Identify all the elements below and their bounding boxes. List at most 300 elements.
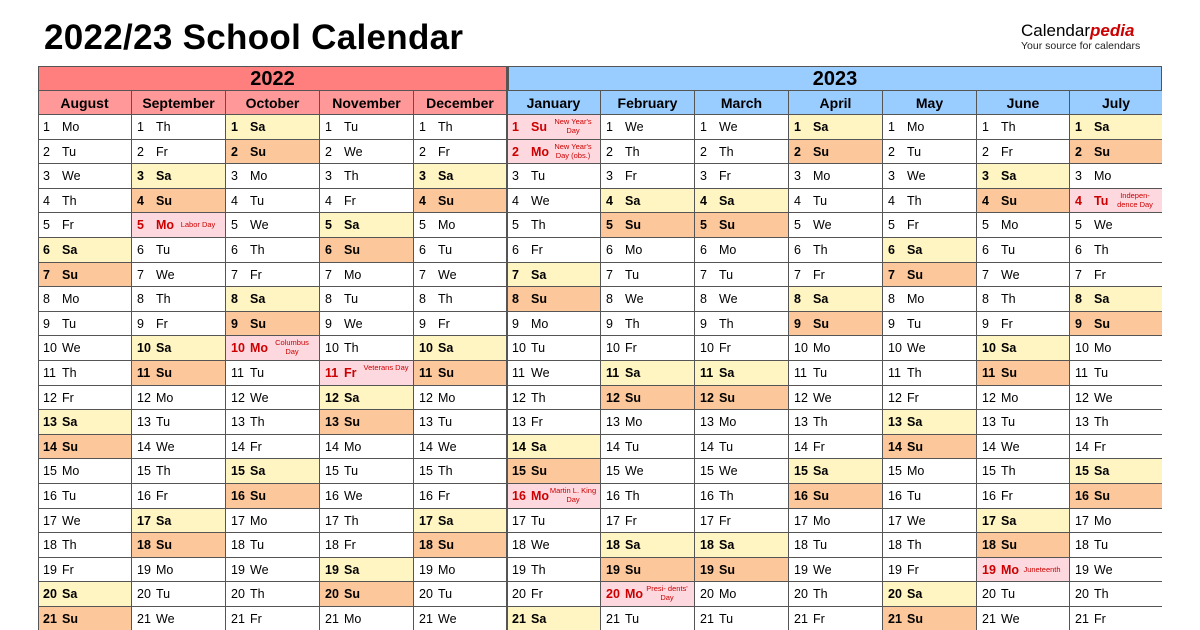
weekday-label: Sa	[156, 513, 172, 528]
weekday-label: Th	[344, 169, 359, 184]
weekday-label: Th	[156, 120, 171, 134]
weekday-label: Sa	[813, 464, 829, 479]
day-number: 6	[325, 242, 332, 257]
weekday-label: We	[719, 120, 738, 134]
day-number: 6	[43, 242, 50, 257]
day-cell	[320, 558, 414, 583]
day-number: 17	[982, 513, 996, 528]
weekday-label: Tu	[719, 611, 734, 626]
day-number: 8	[137, 292, 144, 307]
day-number: 9	[794, 316, 801, 331]
weekday-label: Sa	[344, 218, 360, 233]
day-number: 21	[325, 611, 339, 626]
day-cell	[977, 509, 1070, 534]
day-number: 15	[325, 464, 339, 479]
month-header: April	[789, 91, 883, 115]
day-cell	[1070, 582, 1162, 607]
weekday-label: Tu	[719, 439, 734, 454]
day-number: 7	[606, 267, 613, 282]
day-number: 13	[982, 415, 996, 430]
day-number: 11	[137, 365, 151, 380]
day-number: 18	[43, 538, 57, 553]
day-number: 5	[794, 218, 801, 233]
day-cell	[132, 410, 226, 435]
day-number: 14	[982, 439, 996, 454]
weekday-label: Su	[531, 464, 547, 479]
day-number: 15	[982, 464, 996, 479]
day-number: 7	[794, 267, 801, 282]
day-number: 11	[325, 365, 339, 380]
day-number: 12	[982, 390, 996, 405]
day-number: 3	[982, 169, 989, 184]
weekday-label: Sa	[625, 365, 641, 380]
weekday-label: Fr	[62, 562, 74, 577]
day-number: 16	[1075, 488, 1089, 503]
day-cell	[789, 582, 883, 607]
day-number: 8	[700, 292, 707, 307]
weekday-label: Fr	[813, 267, 825, 282]
day-cell	[38, 435, 132, 460]
weekday-label: Th	[344, 513, 359, 528]
holiday-label: Martin L. King Day	[549, 485, 597, 504]
day-cell	[695, 410, 789, 435]
day-number: 14	[43, 439, 57, 454]
weekday-label: Sa	[531, 439, 547, 454]
day-cell	[226, 558, 320, 583]
day-cell	[977, 263, 1070, 288]
weekday-label: Tu	[438, 242, 453, 257]
weekday-label: Su	[344, 415, 360, 430]
day-number: 13	[700, 415, 714, 430]
calendarpedia-logo[interactable]	[1021, 22, 1161, 52]
weekday-label: Tu	[62, 316, 77, 331]
day-cell	[414, 336, 507, 361]
weekday-label: Th	[250, 415, 265, 430]
weekday-label: Fr	[625, 169, 637, 184]
day-number: 12	[231, 390, 245, 405]
day-number: 4	[325, 193, 332, 208]
day-cell	[226, 607, 320, 630]
day-number: 18	[325, 538, 339, 553]
weekday-label: Mo	[1094, 513, 1112, 528]
day-number: 10	[606, 341, 620, 356]
weekday-label: Mo	[625, 587, 644, 602]
day-number: 4	[419, 193, 426, 208]
weekday-label: Sa	[1001, 169, 1017, 184]
day-cell	[226, 386, 320, 411]
weekday-label: Sa	[156, 341, 172, 356]
day-number: 16	[512, 488, 526, 503]
day-number: 1	[137, 120, 144, 134]
day-number: 13	[419, 415, 433, 430]
day-number: 18	[512, 538, 526, 553]
weekday-label: Tu	[907, 144, 922, 159]
day-cell	[414, 607, 507, 630]
day-cell	[695, 582, 789, 607]
weekday-label: Mo	[1001, 562, 1020, 577]
day-number: 21	[700, 611, 714, 626]
weekday-label: Mo	[719, 587, 737, 602]
weekday-label: Su	[250, 316, 266, 331]
day-cell	[1070, 459, 1162, 484]
day-cell	[1070, 336, 1162, 361]
day-cell	[226, 484, 320, 509]
day-number: 15	[231, 464, 245, 479]
day-number: 3	[512, 169, 519, 184]
day-number: 12	[137, 390, 151, 405]
day-number: 6	[794, 242, 801, 257]
day-number: 8	[888, 292, 895, 307]
day-number: 5	[512, 218, 519, 233]
weekday-label: Tu	[1001, 415, 1016, 430]
weekday-label: We	[813, 218, 832, 233]
weekday-label: Sa	[531, 611, 547, 626]
weekday-label: Su	[156, 538, 172, 553]
weekday-label: Th	[1094, 242, 1109, 257]
weekday-label: Sa	[813, 120, 829, 134]
day-cell	[38, 410, 132, 435]
day-cell	[695, 189, 789, 214]
holiday-day-cell	[507, 140, 601, 165]
day-number: 4	[512, 193, 519, 208]
weekday-label: Mo	[531, 488, 550, 503]
day-number: 6	[888, 242, 895, 257]
day-number: 20	[606, 587, 620, 602]
day-number: 21	[606, 611, 620, 626]
day-number: 18	[982, 538, 996, 553]
weekday-label: Su	[719, 562, 735, 577]
day-cell	[320, 263, 414, 288]
weekday-label: Su	[344, 587, 360, 602]
weekday-label: Th	[250, 587, 265, 602]
day-number: 19	[794, 562, 808, 577]
day-cell	[38, 509, 132, 534]
weekday-label: Su	[813, 316, 829, 331]
day-number: 8	[231, 292, 238, 307]
weekday-label: Th	[719, 316, 734, 331]
weekday-label: Fr	[813, 611, 825, 626]
weekday-label: Fr	[625, 341, 637, 356]
day-cell	[1070, 213, 1162, 238]
weekday-label: Sa	[1094, 292, 1110, 307]
day-cell	[695, 533, 789, 558]
day-number: 1	[43, 120, 50, 134]
day-cell	[132, 533, 226, 558]
day-number: 13	[325, 415, 339, 430]
weekday-label: Tu	[625, 267, 640, 282]
weekday-label: Tu	[1094, 538, 1109, 553]
weekday-label: We	[62, 341, 81, 356]
day-number: 12	[512, 390, 526, 405]
day-cell	[226, 263, 320, 288]
day-cell	[601, 312, 695, 337]
weekday-label: Sa	[907, 242, 923, 257]
day-number: 11	[794, 365, 807, 380]
day-cell	[507, 607, 601, 630]
weekday-label: Mo	[813, 513, 831, 528]
day-number: 17	[700, 513, 714, 528]
day-cell	[38, 287, 132, 312]
day-cell	[38, 533, 132, 558]
day-number: 1	[982, 120, 989, 134]
day-cell	[132, 312, 226, 337]
day-cell	[977, 189, 1070, 214]
weekday-label: We	[907, 341, 926, 356]
day-cell	[601, 115, 695, 140]
day-number: 8	[512, 292, 519, 307]
day-cell	[132, 582, 226, 607]
day-number: 19	[512, 562, 526, 577]
day-cell	[695, 459, 789, 484]
day-cell	[1070, 435, 1162, 460]
weekday-label: Sa	[250, 292, 266, 307]
day-cell	[38, 312, 132, 337]
calendar-grid	[38, 66, 1162, 630]
day-number: 10	[794, 341, 808, 356]
holiday-label: Veterans Day	[363, 362, 409, 372]
day-number: 12	[700, 390, 714, 405]
day-number: 15	[700, 464, 714, 479]
day-cell	[226, 459, 320, 484]
day-cell	[226, 582, 320, 607]
weekday-label: Th	[531, 562, 546, 577]
day-number: 4	[982, 193, 989, 208]
weekday-label: Su	[1001, 365, 1017, 380]
day-number: 16	[137, 488, 151, 503]
weekday-label: We	[907, 169, 926, 184]
day-cell	[789, 459, 883, 484]
weekday-label: Su	[1001, 538, 1017, 553]
holiday-day-cell	[132, 213, 226, 238]
weekday-label: Su	[344, 242, 360, 257]
day-cell	[789, 164, 883, 189]
day-cell	[977, 435, 1070, 460]
weekday-label: Mo	[907, 292, 925, 307]
day-cell	[883, 312, 977, 337]
weekday-label: Mo	[250, 513, 268, 528]
day-number: 11	[512, 365, 525, 380]
day-number: 3	[137, 169, 144, 184]
weekday-label: Tu	[156, 587, 171, 602]
month-header: May	[883, 91, 977, 115]
day-number: 3	[325, 169, 332, 184]
day-cell	[883, 410, 977, 435]
day-cell	[320, 336, 414, 361]
day-cell	[507, 287, 601, 312]
weekday-label: Fr	[1094, 439, 1106, 454]
weekday-label: We	[250, 562, 269, 577]
day-cell	[414, 189, 507, 214]
weekday-label: Mo	[62, 120, 80, 134]
day-number: 17	[325, 513, 339, 528]
day-number: 16	[325, 488, 339, 503]
weekday-label: Mo	[62, 292, 80, 307]
day-number: 16	[888, 488, 902, 503]
weekday-label: Mo	[438, 218, 456, 233]
day-cell	[507, 312, 601, 337]
day-number: 8	[1075, 292, 1082, 307]
day-number: 4	[606, 193, 613, 208]
weekday-label: We	[344, 144, 363, 159]
weekday-label: We	[1001, 267, 1020, 282]
day-cell	[507, 435, 601, 460]
day-number: 1	[231, 120, 238, 134]
day-number: 12	[794, 390, 808, 405]
grid-left-border	[38, 91, 39, 630]
weekday-label: We	[531, 365, 550, 380]
day-number: 1	[700, 120, 707, 134]
day-number: 10	[982, 341, 996, 356]
day-cell	[789, 509, 883, 534]
day-cell	[414, 582, 507, 607]
day-number: 20	[512, 587, 526, 602]
day-cell	[1070, 361, 1162, 386]
weekday-label: Fr	[531, 587, 543, 602]
weekday-label: Sa	[62, 242, 78, 257]
day-cell	[601, 435, 695, 460]
weekday-label: Th	[438, 120, 453, 134]
weekday-label: Su	[1094, 144, 1110, 159]
day-cell	[507, 533, 601, 558]
day-number: 5	[325, 218, 332, 233]
weekday-label: Th	[625, 144, 640, 159]
day-cell	[414, 287, 507, 312]
day-cell	[226, 509, 320, 534]
day-number: 20	[888, 587, 902, 602]
day-cell	[695, 140, 789, 165]
day-number: 12	[43, 390, 57, 405]
day-number: 16	[794, 488, 808, 503]
day-cell	[507, 213, 601, 238]
day-cell	[38, 115, 132, 140]
day-cell	[601, 410, 695, 435]
day-cell	[695, 312, 789, 337]
day-cell	[320, 509, 414, 534]
day-cell	[883, 287, 977, 312]
weekday-label: Su	[531, 120, 547, 134]
day-number: 11	[700, 365, 714, 380]
day-cell	[601, 558, 695, 583]
weekday-label: Tu	[250, 538, 265, 553]
weekday-label: Th	[907, 365, 922, 380]
holiday-label: Columbus Day	[275, 338, 309, 357]
weekday-label: Fr	[719, 513, 731, 528]
day-cell	[883, 509, 977, 534]
weekday-label: We	[344, 488, 363, 503]
day-cell	[320, 164, 414, 189]
weekday-label: Mo	[813, 169, 831, 184]
day-number: 17	[1075, 513, 1089, 528]
day-cell	[789, 361, 883, 386]
day-cell	[1070, 287, 1162, 312]
day-cell	[601, 386, 695, 411]
weekday-label: Th	[813, 415, 828, 430]
day-cell	[601, 336, 695, 361]
day-cell	[789, 607, 883, 630]
day-number: 21	[231, 611, 245, 626]
weekday-label: Su	[438, 365, 454, 380]
day-cell	[226, 361, 320, 386]
day-number: 9	[419, 316, 426, 331]
day-cell	[883, 140, 977, 165]
day-number: 7	[512, 267, 519, 282]
day-number: 1	[325, 120, 332, 134]
weekday-label: Mo	[250, 169, 268, 184]
day-number: 12	[419, 390, 433, 405]
weekday-label: Su	[62, 611, 78, 626]
day-cell	[507, 238, 601, 263]
day-number: 17	[794, 513, 808, 528]
day-cell	[789, 484, 883, 509]
day-number: 6	[982, 242, 989, 257]
weekday-label: We	[62, 513, 81, 528]
day-cell	[320, 386, 414, 411]
day-cell	[789, 140, 883, 165]
month-column-november	[320, 66, 414, 630]
day-cell	[1070, 238, 1162, 263]
day-number: 2	[700, 144, 707, 159]
day-cell	[789, 435, 883, 460]
weekday-label: Su	[625, 562, 641, 577]
day-cell	[789, 115, 883, 140]
day-number: 3	[606, 169, 613, 184]
day-cell	[414, 459, 507, 484]
weekday-label: Fr	[250, 611, 262, 626]
day-cell	[132, 607, 226, 630]
day-number: 19	[982, 562, 996, 577]
weekday-label: Su	[62, 439, 78, 454]
weekday-label: Fr	[156, 144, 168, 159]
weekday-label: We	[719, 292, 738, 307]
day-cell	[414, 115, 507, 140]
day-cell	[226, 164, 320, 189]
weekday-label: Sa	[813, 292, 829, 307]
day-number: 5	[43, 218, 50, 233]
day-cell	[977, 140, 1070, 165]
day-cell	[320, 238, 414, 263]
day-number: 19	[700, 562, 714, 577]
weekday-label: Su	[156, 365, 172, 380]
day-number: 15	[137, 464, 151, 479]
day-cell	[695, 386, 789, 411]
day-cell	[320, 115, 414, 140]
day-cell	[507, 164, 601, 189]
day-cell	[695, 263, 789, 288]
day-cell	[1070, 386, 1162, 411]
day-number: 11	[888, 365, 901, 380]
weekday-label: Fr	[531, 415, 543, 430]
day-number: 8	[325, 292, 332, 307]
day-cell	[320, 140, 414, 165]
day-cell	[507, 509, 601, 534]
day-cell	[226, 189, 320, 214]
weekday-label: We	[531, 538, 550, 553]
day-cell	[789, 336, 883, 361]
day-number: 5	[231, 218, 238, 233]
day-number: 13	[888, 415, 902, 430]
logo-tagline: Your source for calendars	[1021, 40, 1141, 52]
month-column-august	[38, 66, 132, 630]
day-cell	[507, 263, 601, 288]
weekday-label: Su	[1001, 193, 1017, 208]
day-cell	[883, 164, 977, 189]
day-number: 2	[43, 144, 50, 159]
weekday-label: We	[156, 439, 175, 454]
holiday-day-cell	[601, 582, 695, 607]
day-cell	[977, 287, 1070, 312]
day-cell	[226, 140, 320, 165]
weekday-label: Tu	[907, 316, 922, 331]
